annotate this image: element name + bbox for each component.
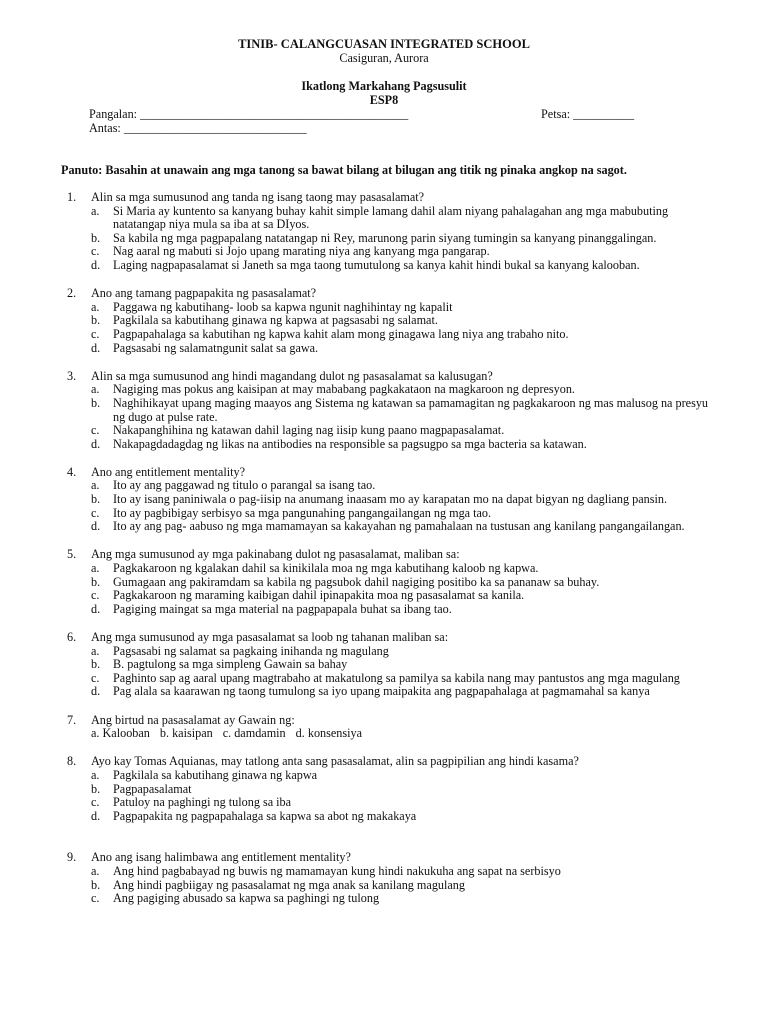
choice-text: Ang pagiging abusado sa kapwa sa paghingi ng tulong — [113, 891, 380, 906]
choice-text: Paggawa ng kabutihang- loob sa kapwa ngunit naghihintay ng kapalit — [113, 299, 453, 314]
answer-choice[interactable] — [0, 245, 768, 259]
answer-choice[interactable] — [0, 205, 768, 232]
choice-letter: c. — [91, 423, 100, 438]
choice-letter: c. — [91, 670, 100, 685]
choice-letter: b. — [91, 781, 101, 796]
question-item — [0, 466, 768, 534]
question-text: Alin sa mga sumusunod ang hindi magandang dulot ng pasasalamat sa kalusugan? — [91, 368, 493, 383]
question-text: Alin sa mga sumusunod ang tanda ng isang taong may pasasalamat? — [91, 190, 425, 204]
answer-choice[interactable] — [0, 479, 768, 493]
choice-text: Pagkakaroon ng maraming kaibigan dahil ipinapakita moa ng pasasalamat sa kanila. — [113, 588, 525, 603]
choice-text: Ito ay ang paggawad ng titulo o parangal sa isang tao. — [113, 478, 376, 493]
answer-choice[interactable] — [0, 645, 768, 659]
choice-text: Si Maria ay kuntento sa kanyang buhay kahit simple lamang dahil alam niyang pahalagahan ang mga mabubuting natatangap niya mula sa iba at sa DIyos. — [113, 203, 669, 232]
choice-text: Sa kabila ng mga pagpapalang natatangap ni Rey, marunong parin siyang tumingin sa kanyang pinanggalingan. — [113, 230, 657, 245]
question-item — [0, 631, 768, 699]
question-text: Ano ang tamang pagpapakita ng pasasalamat? — [91, 286, 317, 301]
answer-choice[interactable] — [0, 397, 768, 424]
question-number: 2. — [67, 286, 77, 301]
answer-choice[interactable] — [0, 314, 768, 328]
answer-choice[interactable] — [0, 328, 768, 342]
question-item — [0, 287, 768, 355]
question-item — [0, 714, 768, 741]
choice-text: Pagsasabi ng salamatngunit salat sa gawa. — [113, 340, 319, 355]
answer-choice[interactable] — [0, 493, 768, 507]
choice-letter: c. — [91, 795, 100, 810]
choice-letter: b. — [91, 877, 101, 892]
answer-choice[interactable] — [0, 783, 768, 797]
choice-letter: c. — [91, 244, 100, 259]
question-number: 9. — [67, 850, 77, 865]
choice-letter: b. — [91, 657, 101, 672]
choice-text: Pagpapakita ng pagpapahalaga sa kapwa sa abot ng makakaya — [113, 808, 417, 823]
choice-text: Ang hind pagbabayad ng buwis ng mamamayan kung hindi nakukuha ang sapat na serbisyo — [113, 863, 561, 878]
answer-choice[interactable] — [0, 259, 768, 273]
choice-text: Pagkilala sa kabutihang ginawa ng kapwa — [113, 767, 318, 782]
answer-choice[interactable] — [0, 879, 768, 893]
answer-choice[interactable] — [0, 576, 768, 590]
student-fields — [89, 108, 689, 135]
answer-choice[interactable] — [0, 424, 768, 438]
answer-choice[interactable] — [0, 685, 768, 699]
answer-choice[interactable]: b. kaisipan — [159, 726, 213, 741]
instructions: Panuto: Basahin at unawain ang mga tanong sa bawat bilang at bilugan ang titik ng pinaka angkop na sagot. — [61, 163, 627, 177]
choice-text: B. pagtulong sa mga simpleng Gawain sa bahay — [113, 657, 348, 672]
question-text: Ayo kay Tomas Aquianas, may tatlong anta sang pasasalamat, alin sa pagpipilian ang hindi kasama? — [91, 754, 579, 769]
choice-text: Patuloy na paghingi ng tulong sa iba — [113, 795, 292, 810]
question-item — [0, 370, 768, 452]
school-location: Casiguran, Aurora — [339, 50, 429, 65]
choice-letter: c. — [91, 588, 100, 603]
choice-text: Naghihikayat upang maging maayos ang Sistema ng katawan sa pamamagitan ng pagkakaroon ng mas malusog na presyu ng dugo at pulse rate. — [113, 395, 709, 424]
choice-text: Laging nagpapasalamat si Janeth sa mga taong tumutulong sa kanya kahit hindi bukal sa kanyang kalooban. — [113, 257, 640, 272]
answer-choice[interactable]: c. damdamin — [222, 726, 286, 741]
choice-text: Gumagaan ang pakiramdam sa kabila ng pagsubok dahil nagiging positibo ka sa pananaw sa buhay. — [113, 574, 600, 589]
question-number: 8. — [67, 754, 77, 769]
answer-choice[interactable] — [0, 810, 768, 824]
subject-code: ESP8 — [369, 92, 399, 107]
choice-letter: a. — [91, 478, 100, 493]
choice-text: Ang hindi pagbiigay ng pasasalamat ng mga anak sa kanilang magulang — [113, 877, 465, 892]
answer-choice[interactable] — [0, 769, 768, 783]
date-field[interactable]: Petsa: __________ — [541, 107, 635, 121]
inline-choices — [91, 727, 768, 741]
choice-letter: d. — [91, 519, 101, 534]
exam-title: Ikatlong Markahang Pagsusulit — [301, 79, 467, 93]
answer-choice[interactable] — [0, 589, 768, 603]
question-item — [0, 191, 768, 273]
answer-choice[interactable] — [0, 865, 768, 879]
choice-text: Nakapagdadagdag ng likas na antibodies na responsible sa pagsugpo sa mga bacteria sa katawan. — [113, 436, 587, 451]
question-number: 4. — [67, 464, 77, 479]
choice-text: Ito ay ang pag- aabuso ng mga mamamayan sa kakayahan ng pamahalaan na tustusan ang kanilang pangangailangan. — [113, 519, 685, 534]
choice-letter: b. — [91, 313, 101, 328]
question-item — [0, 755, 768, 823]
section-field[interactable]: Antas: ______________________________ — [89, 120, 307, 135]
answer-choice[interactable] — [0, 301, 768, 315]
question-number: 6. — [67, 630, 77, 644]
question-item — [0, 548, 768, 616]
question-number: 7. — [67, 712, 77, 727]
answer-choice[interactable] — [0, 672, 768, 686]
choice-letter: b. — [91, 574, 101, 589]
question-text: Ang mga sumusunod ay mga pakinabang dulot ng pasasalamat, maliban sa: — [91, 547, 460, 562]
choice-letter: a. — [91, 767, 100, 782]
answer-choice[interactable] — [0, 342, 768, 356]
answer-choice[interactable] — [0, 796, 768, 810]
choice-text: Pagpapasalamat — [113, 781, 192, 796]
question-number: 3. — [67, 368, 77, 383]
answer-choice[interactable] — [0, 562, 768, 576]
choice-letter: d. — [91, 436, 101, 451]
answer-choice[interactable] — [0, 232, 768, 246]
choice-text: Pagpapahalaga sa kabutihan ng kapwa kahit alam mong ginagawa lang niya ang trabaho nito. — [113, 326, 569, 341]
exam-title-block — [0, 80, 768, 107]
header — [0, 38, 768, 65]
question-number: 1. — [67, 190, 77, 204]
choice-text: Pagkilala sa kabutihang ginawa ng kapwa at pagsasabi ng salamat. — [113, 313, 438, 328]
choice-letter: d. — [91, 340, 101, 355]
choice-text: Pagsasabi ng salamat sa pagkaing inihanda ng magulang — [113, 643, 389, 658]
choice-text: Nag aaral ng mabuti si Jojo upang marating niya ang kanyang mga pangarap. — [113, 244, 490, 259]
choice-text: Nagiging mas pokus ang kaisipan at may mababang pagkakataon na magkaroon ng depresyon. — [113, 382, 575, 397]
choice-letter: a. — [91, 643, 100, 658]
choice-letter: a. — [91, 203, 100, 218]
choice-letter: c. — [91, 505, 100, 520]
question-item — [0, 851, 768, 905]
question-text: Ang birtud na pasasalamat ay Gawain ng: — [91, 712, 295, 727]
answer-choice[interactable]: d. konsensiya — [295, 726, 363, 741]
choice-letter: d. — [91, 684, 101, 699]
choice-letter: a. — [91, 299, 100, 314]
question-list — [0, 191, 768, 920]
choice-letter: d. — [91, 808, 101, 823]
choice-text: Ito ay pagbibigay serbisyo sa mga pangunahing pangangailangan ng mga tao. — [113, 505, 492, 520]
choice-letter: a. — [91, 863, 100, 878]
choice-letter: a. — [91, 561, 100, 576]
question-text: Ang mga sumusunod ay mga pasasalamat sa loob ng tahanan maliban sa: — [91, 630, 449, 644]
name-field[interactable]: Pangalan: ____________________________________________ — [89, 107, 409, 121]
answer-choice[interactable] — [0, 438, 768, 452]
answer-choice[interactable]: a. Kalooban — [91, 726, 150, 741]
choice-text: Pagiging maingat sa mga material na pagpapapala buhat sa ibang tao. — [113, 601, 452, 616]
answer-choice[interactable] — [0, 892, 768, 906]
choice-letter: c. — [91, 891, 100, 906]
question-text: Ano ang entitlement mentality? — [91, 464, 245, 479]
choice-letter: c. — [91, 326, 100, 341]
answer-choice[interactable] — [0, 507, 768, 521]
question-text: Ano ang isang halimbawa ang entitlement mentality? — [91, 850, 351, 865]
choice-letter: b. — [91, 492, 101, 507]
choice-letter: d. — [91, 257, 101, 272]
answer-choice[interactable] — [0, 658, 768, 672]
choice-letter: a. — [91, 382, 100, 397]
choice-letter: b. — [91, 395, 101, 410]
answer-choice[interactable] — [0, 383, 768, 397]
school-name: TINIB- CALANGCUASAN INTEGRATED SCHOOL — [238, 37, 530, 51]
question-number: 5. — [67, 547, 77, 562]
choice-text: Pag alala sa kaarawan ng taong tumulong sa iyo upang maipakita ang pagpapahalaga at pagmamahal sa kanya — [113, 684, 650, 699]
choice-text: Paghinto sap ag aaral upang magtrabaho at makatulong sa pamilya sa kabila nang may pantustos ang mga magulang — [113, 670, 680, 685]
choice-text: Ito ay isang paniniwala o pag-iisip na anumang inaasam mo ay karapatan mo na dapat bigyan ng dagliang pansin. — [113, 492, 668, 507]
choice-text: Nakapanghihina ng katawan dahil laging nag iisip kung paano magpapasalamat. — [113, 423, 505, 438]
choice-letter: b. — [91, 230, 101, 245]
answer-choice[interactable] — [0, 603, 768, 617]
answer-choice[interactable] — [0, 520, 768, 534]
choice-text: Pagkakaroon ng kgalakan dahil sa kinikilala moa ng mga kabutihang kaloob ng kapwa. — [113, 561, 539, 576]
choice-letter: d. — [91, 601, 101, 616]
